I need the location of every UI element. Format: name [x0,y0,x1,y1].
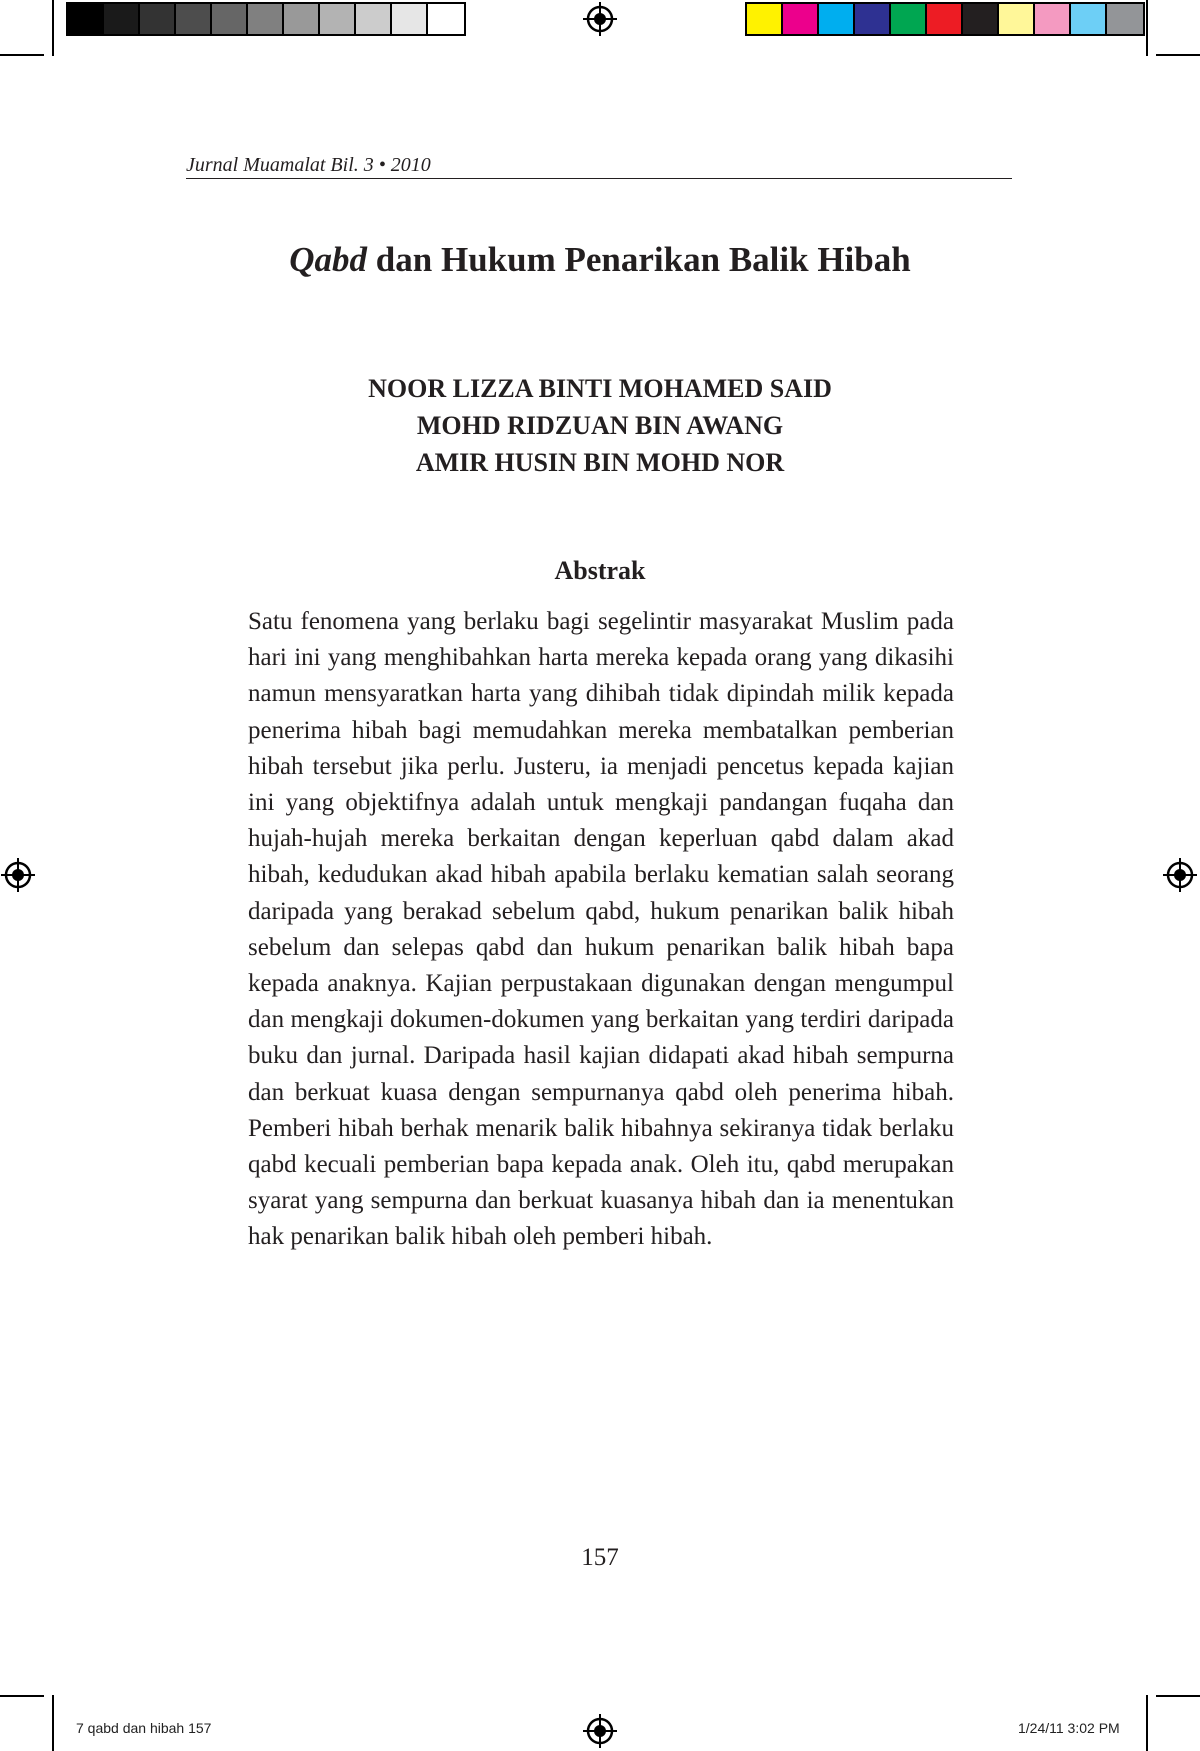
color-swatch [428,4,464,34]
color-swatch [999,4,1035,34]
paper-title [0,240,1200,280]
color-swatch [248,4,284,34]
color-swatch [747,4,783,34]
title-rest: dan Hukum Penarikan Balik Hibah [367,240,911,279]
color-swatch [1071,4,1107,34]
registration-mark-icon [1163,858,1197,892]
title-italic: Qabd [289,240,368,279]
color-swatch [284,4,320,34]
color-swatch [212,4,248,34]
color-swatch [320,4,356,34]
author-list [0,370,1200,481]
slug-timestamp: 1/24/11 3:02 PM [1018,1720,1120,1736]
color-swatch [104,4,140,34]
registration-mark-icon [1,858,35,892]
registration-mark-icon [583,2,617,36]
crop-mark [1146,0,1148,56]
registration-mark-icon [583,1714,617,1748]
color-bar [745,2,1145,36]
color-swatch [1107,4,1143,34]
crop-mark [0,54,44,56]
page-number: 157 [581,1544,619,1571]
slug-file-info: 7 qabd dan hibah 157 [76,1720,212,1736]
crop-mark [1146,1695,1148,1751]
color-swatch [392,4,428,34]
author-name: MOHD RIDZUAN BIN AWANG [416,411,784,440]
color-swatch [356,4,392,34]
color-swatch [891,4,927,34]
author-name: AMIR HUSIN BIN MOHD NOR [415,448,785,477]
crop-mark [1156,54,1200,56]
grayscale-bar [66,2,466,36]
crop-mark [52,1695,54,1751]
color-swatch [140,4,176,34]
color-swatch [783,4,819,34]
color-swatch [1035,4,1071,34]
crop-mark [0,1695,44,1697]
color-swatch [68,4,104,34]
abstract-body: Satu fenomena yang berlaku bagi segelintir masyarakat Muslim pada hari ini yang menghibahkan harta mereka kepada orang yang dikasihi namun mensyaratkan harta yang dihibah tidak dipindah milik kepada penerima hibah bagi memudahkan mereka membatalkan pemberian hibah tersebut jika perlu. Justeru, ia menjadi pencetus kepada kajian ini yang objektifnya adalah untuk mengkaji pandangan fuqaha dan hujah-hujah mereka berkaitan dengan keperluan qabd dalam akad hibah, kedudukan akad hibah apabila berlaku kematian salah seorang daripada yang berakad sebelum qabd, hukum penarikan balik hibah sebelum dan selepas qabd dan hukum penarikan balik hibah bapa kepada anaknya. Kajian perpustakaan digunakan dengan mengumpul dan mengkaji dokumen-dokumen yang berkaitan yang terdiri daripada buku dan jurnal. Daripada hasil kajian didapati akad hibah sempurna dan berkuat kuasa dengan sempurnanya qabd oleh penerima hibah. Pemberi hibah berhak menarik balik hibahnya sekiranya tidak berlaku qabd kecuali pemberian bapa kepada anak. Oleh itu, qabd merupakan syarat yang sempurna dan berkuat kuasanya hibah dan ia menentukan hak penarikan balik hibah oleh pemberi hibah. [248,608,954,1251]
crop-mark [1156,1695,1200,1697]
color-swatch [819,4,855,34]
color-swatch [855,4,891,34]
abstract-heading: Abstrak [554,556,646,585]
color-swatch [963,4,999,34]
author-name: NOOR LIZZA BINTI MOHAMED SAID [368,374,832,403]
crop-mark [52,0,54,56]
color-swatch [927,4,963,34]
color-swatch [176,4,212,34]
running-head: Jurnal Muamalat Bil. 3 • 2010 [186,152,1012,179]
